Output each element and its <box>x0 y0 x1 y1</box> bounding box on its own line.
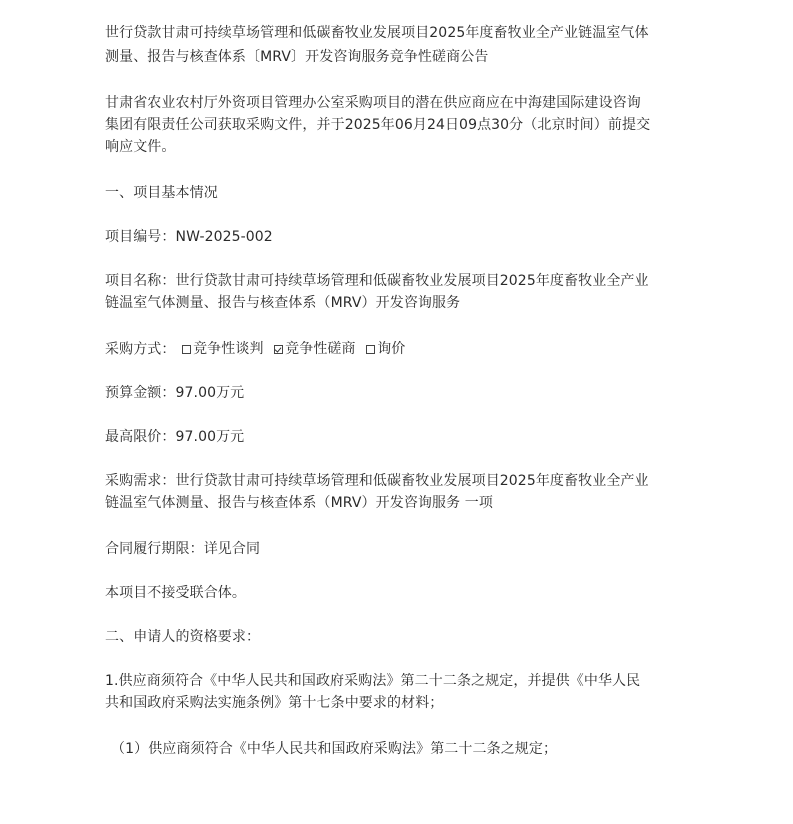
project-number <box>105 226 273 248</box>
method-option-consultation: 竞争性磋商 <box>272 338 356 360</box>
max-price-value: 97.00万元 <box>175 429 245 445</box>
method-option-negotiation: 竞争性谈判 <box>180 338 264 360</box>
procurement-method <box>105 338 405 360</box>
method-option-inquiry: 询价 <box>364 338 405 360</box>
qualification-item-1-line-1: 1.供应商须符合《中华人民共和国政府采购法》第二十二条之规定，并提供《中华人民 <box>105 673 641 689</box>
max-price-label: 最高限价： <box>105 429 176 445</box>
project-number-label: 项目编号： <box>105 229 176 245</box>
budget-value: 97.00万元 <box>175 385 245 401</box>
title-line-1: 世行贷款甘肃可持续草场管理和低碳畜牧业发展项目2025年度畜牧业全产业链温室气体 <box>105 25 649 41</box>
contract-period: 合同履行期限：详见合同 <box>105 541 261 557</box>
project-name-line-2: 链温室气体测量、报告与核查体系（MRV）开发咨询服务 <box>105 295 461 311</box>
intro-line-2: 集团有限责任公司获取采购文件，并于2025年06月24日09点30分（北京时间）前提交 <box>105 117 651 133</box>
qualification-sub-item-1: （1）供应商须符合《中华人民共和国政府采购法》第二十二条之规定； <box>111 741 558 757</box>
consortium-statement: 本项目不接受联合体。 <box>105 585 246 601</box>
intro-line-3: 响应文件。 <box>105 139 176 155</box>
title-line-2: 测量、报告与核查体系〔MRV〕开发咨询服务竞争性磋商公告 <box>105 49 489 65</box>
max-price <box>105 426 244 448</box>
project-name-line-1: 项目名称：世行贷款甘肃可持续草场管理和低碳畜牧业发展项目2025年度畜牧业全产业 <box>105 273 649 289</box>
qualification-item-1-line-2: 共和国政府采购法实施条例》第十七条中要求的材料； <box>105 695 444 711</box>
unchecked-box-icon <box>366 345 375 354</box>
intro-line-1: 甘肃省农业农村厅外资项目管理办公室采购项目的潜在供应商应在中海建国际建设咨询 <box>105 95 641 111</box>
unchecked-box-icon <box>182 345 191 354</box>
section-2-heading: 二、申请人的资格要求： <box>105 629 261 645</box>
budget-amount <box>105 382 244 404</box>
procurement-method-label: 采购方式： <box>105 341 176 358</box>
project-number-value: NW-2025-002 <box>175 229 273 245</box>
budget-label: 预算金额： <box>105 385 176 401</box>
checked-box-icon <box>274 345 283 354</box>
requirement-line-1: 采购需求：世行贷款甘肃可持续草场管理和低碳畜牧业发展项目2025年度畜牧业全产业 <box>105 473 649 489</box>
section-1-heading: 一、项目基本情况 <box>105 185 218 201</box>
requirement-line-2: 链温室气体测量、报告与核查体系（MRV）开发咨询服务 一项 <box>105 495 493 511</box>
